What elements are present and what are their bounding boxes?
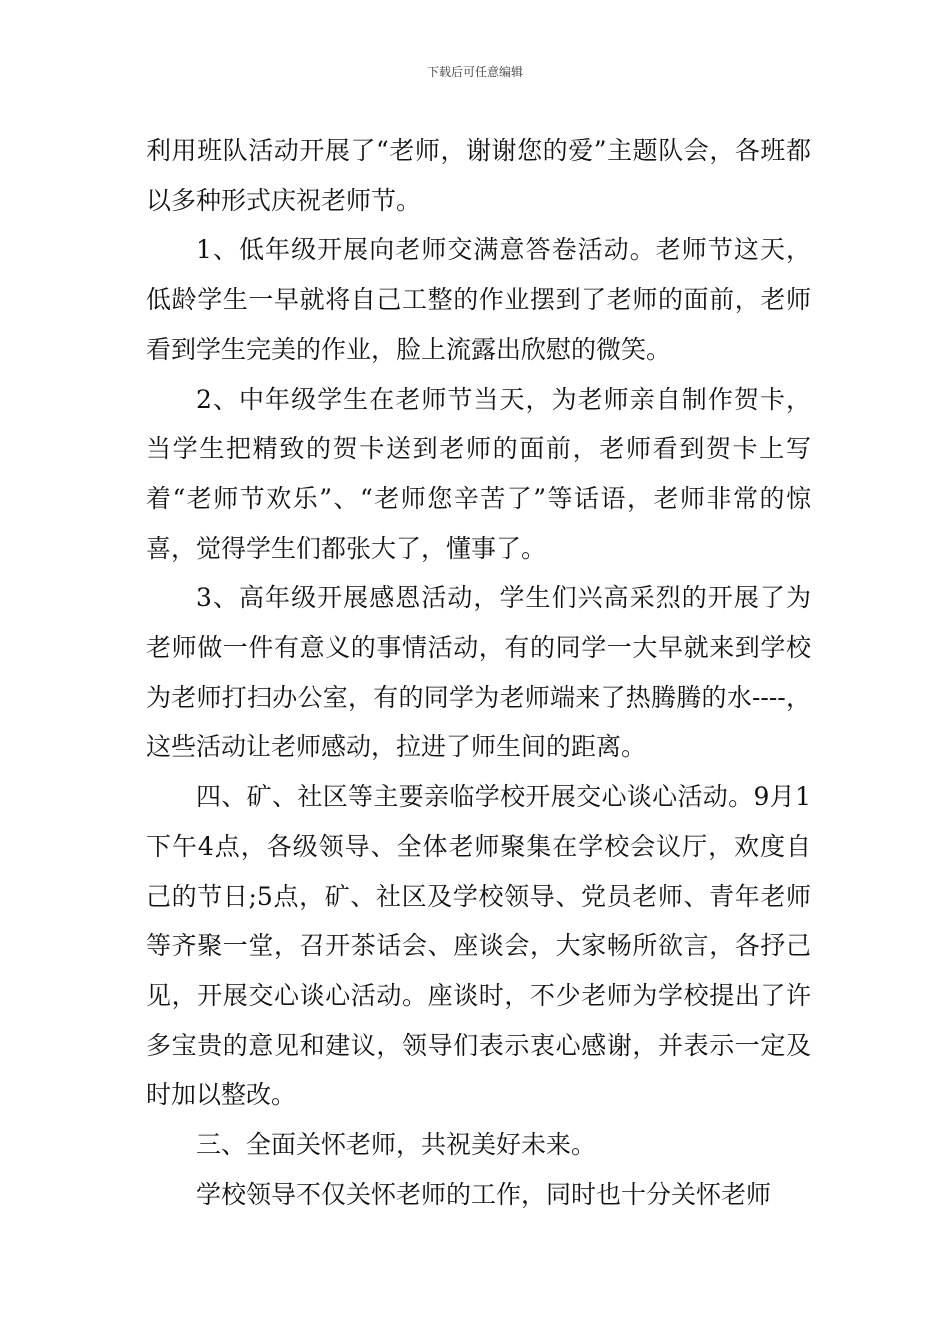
paragraph-text: 3、高年级开展感恩活动，学生们兴高采烈的开展了为老师做一件有意义的事情活动，有的同学一大早就来到学校为老师打扫办公室，有的同学为老师端来了热腾腾的水----，这些活动让老师感动，拉进了师生间的距离。 [146, 583, 811, 762]
paragraph-text: 2、中年级学生在老师节当天，为老师亲自制作贺卡，当学生把精致的贺卡送到老师的面前，老师看到贺卡上写着“老师节欢乐”、“老师您辛苦了”等话语，老师非常的惊喜，觉得学生们都张大了，懂事了。 [146, 384, 811, 563]
section-heading-care [146, 1120, 811, 1170]
paragraph-text: 1、低年级开展向老师交满意答卷活动。老师节这天，低龄学生一早就将自己工整的作业摆到了老师的面前，老师看到学生完美的作业，脸上流露出欣慰的微笑。 [146, 235, 811, 364]
paragraph-middle-grade [146, 375, 811, 574]
paragraph-theme-meeting [146, 126, 811, 225]
paragraph-text: 学校领导不仅关怀老师的工作，同时也十分关怀老师 [196, 1179, 772, 1209]
paragraph-text: 利用班队活动开展了“老师，谢谢您的爱”主题队会，各班都以多种形式庆祝老师节。 [146, 136, 811, 215]
paragraph-lower-grade [146, 225, 811, 374]
paragraph-text: 四、矿、社区等主要亲临学校开展交心谈心活动。9月1下午4点，各级领导、全体老师聚集在学校会议厅，欢度自己的节日;5点，矿、社区及学校领导、党员老师、青年老师等齐聚一堂，召开茶话会、座谈会，大家畅所欲言，各抒己见，开展交心谈心活动。座谈时，不少老师为学校提出了许多宝贵的意见和建议，领导们表示衷心感谢，并表示一定及时加以整改。 [146, 782, 811, 1110]
document-body [146, 126, 811, 1219]
paragraph-text: 三、全面关怀老师，共祝美好未来。 [196, 1130, 597, 1160]
paragraph-upper-grade [146, 573, 811, 772]
paragraph-leader-care [146, 1170, 811, 1220]
paragraph-community-visit [146, 772, 811, 1120]
page-header: 下载后可任意编辑 [426, 65, 523, 79]
